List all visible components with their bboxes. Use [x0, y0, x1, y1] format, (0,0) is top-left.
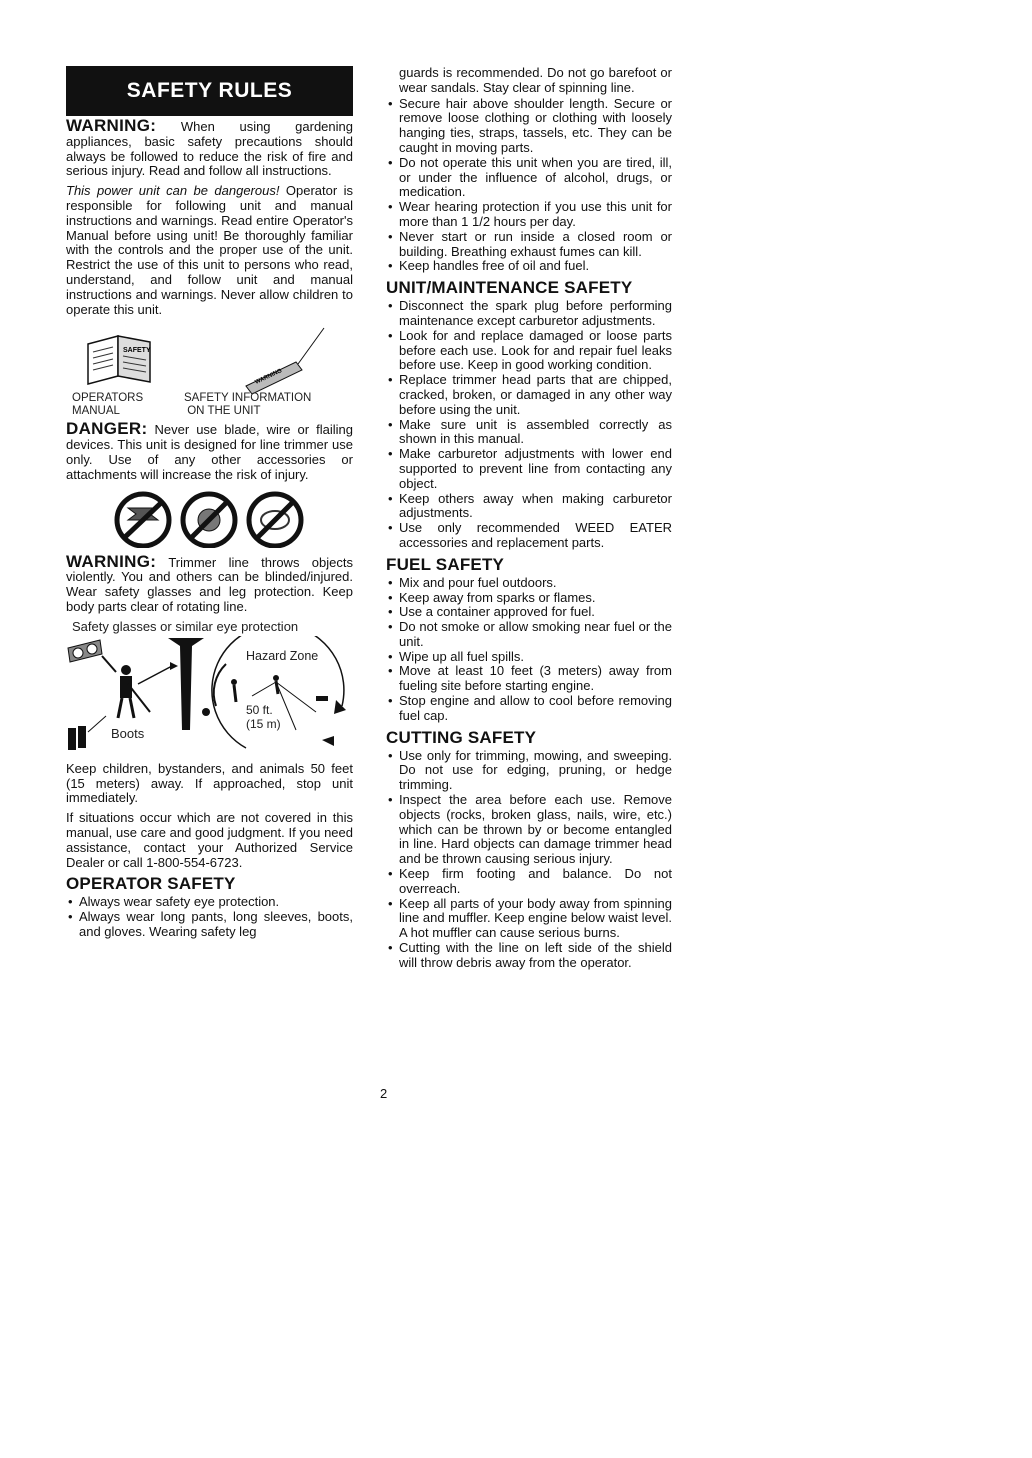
tree-icon [168, 638, 204, 730]
intro-warning [66, 116, 353, 179]
danger-paragraph [66, 419, 353, 482]
warning-decal-icon [246, 328, 324, 394]
list-item: • Always wear long pants, long sleeves, boots, and gloves. Wearing safety leg [66, 910, 353, 940]
cutting-safety-heading: CUTTING SAFETY [386, 727, 537, 747]
list-item: • Look for and replace damaged or loose parts before each use. Look for and repair fuel leaks before use. Keep in good working condition. [386, 329, 672, 373]
list-item: • Keep firm footing and balance. Do not overreach. [386, 867, 672, 897]
warning-label: WARNING: [66, 116, 157, 135]
cutting-safety-list [386, 749, 672, 971]
prohibited-devices-illustration [66, 488, 353, 548]
boots-icon [68, 716, 106, 750]
right-column [386, 66, 672, 971]
list-item: • Replace trimmer head parts that are chipped, cracked, broken, or damaged in any other way before using the unit. [386, 373, 672, 417]
fuel-safety-heading: FUEL SAFETY [386, 554, 505, 574]
warning-line-paragraph [66, 551, 353, 615]
unit-safety-list [386, 299, 672, 551]
hazard-zone-label: Hazard Zone [246, 648, 319, 663]
decal-label: WARNING [254, 368, 284, 387]
list-item: • Cutting with the line on left side of the shield will throw debris away from the operator. [386, 941, 672, 971]
manual-caption: OPERATORS MANUAL [72, 392, 144, 418]
list-item: • Keep away from sparks or flames. [386, 591, 672, 606]
warning-line-text: Trimmer line throws objects violently. You and others can be blinded/injured. Wear safety glasses and leg protection. Keep body parts clear of rotating line. [66, 554, 353, 614]
dangerous-italic: This power unit can be dangerous! [66, 183, 280, 199]
book-label: SAFETY [123, 347, 151, 355]
distance-m: (15 m) [246, 716, 281, 731]
list-item: • Never start or run inside a closed room or building. Breathing exhaust fumes can kill. [386, 230, 672, 260]
list-item: • Always wear safety eye protection. [66, 895, 353, 910]
fuel-safety-list [386, 576, 672, 724]
list-item: • Inspect the area before each use. Remove objects (rocks, broken glass, nails, wire, etc.) which can be thrown by or become entangled in line. Hard objects can damage trimmer head and be thrown causing serious injury. [386, 793, 672, 867]
list-item: • Keep handles free of oil and fuel. [386, 259, 672, 274]
warning-label-2: WARNING: [66, 551, 157, 571]
list-item: • Move at least 10 feet (3 meters) away from fueling site before starting engine. [386, 664, 672, 694]
operators-manual-book-icon [88, 336, 151, 384]
operator-safety-list-continued [386, 97, 672, 275]
no-blade-icon [117, 494, 169, 546]
list-item: • Use only for trimming, mowing, and sweeping. Do not use for edging, pruning, or hedge trimming. [386, 749, 672, 793]
no-wire-icon [183, 494, 235, 546]
warning-text: When using gardening appliances, basic safety precautions should always be followed to reduce the risk of fire and serious injury. Read and follow all instructions. [66, 119, 353, 179]
keep-children-paragraph: Keep children, bystanders, and animals 50 feet (15 meters) away. If approached, stop unit immediately. [66, 760, 353, 806]
list-item: • Keep others away when making carburetor adjustments. [386, 492, 672, 522]
list-item: • Do not operate this unit when you are tired, ill, or under the influence of alcohol, drugs, or medication. [386, 156, 672, 200]
intro-paragraph [66, 184, 353, 317]
no-flail-icon [249, 494, 301, 546]
list-item: • Disconnect the spark plug before performing maintenance except carburetor adjustments. [386, 299, 672, 329]
intro-paragraph-text: Operator is responsible for following unit and manual instructions and warnings. Read entire Operator's Manual before using unit! Be thoroughly familiar with the controls and the proper use of the unit. Restrict the use of this unit to persons who read, understand, and follow unit and manual instructions and warnings. Never allow children to operate this unit. [66, 183, 353, 317]
list-item: • Make carburetor adjustments with lower end supported to prevent line from contacting any object. [386, 447, 672, 491]
list-item: • Secure hair above shoulder length. Secure or remove loose clothing or clothing with loosely hanging ties, straps, tassels, etc. They can be caught in moving parts. [386, 97, 672, 156]
list-item: • Mix and pour fuel outdoors. [386, 576, 672, 591]
left-column [66, 66, 353, 940]
page-title: SAFETY RULES [66, 66, 353, 116]
danger-text: Never use blade, wire or flailing devices. This unit is designed for line trimmer use only. Use of any other accessories or attachments will increase the risk of injury. [66, 422, 353, 482]
distance-ft: 50 ft. [246, 702, 273, 717]
hazard-zone-figure [66, 620, 353, 762]
operator-safety-list [66, 895, 353, 939]
situations-paragraph: If situations occur which are not covered in this manual, use care and good judgment. If you need assistance, contact your Authorized Service Dealer or call 1-800-554-6723. [66, 810, 353, 870]
list-item: • Keep all parts of your body away from spinning line and muffler. Keep engine below waist level. A hot muffler can cause serious burns. [386, 897, 672, 941]
list-item: • Stop engine and allow to cool before removing fuel cap. [386, 694, 672, 724]
page-number: 2 [380, 1086, 388, 1101]
danger-label: DANGER: [66, 419, 148, 439]
list-item: • Use only recommended WEED EATER accessories and replacement parts. [386, 521, 672, 551]
glasses-caption: Safety glasses or similar eye protection [72, 618, 299, 634]
operator-figure-icon [118, 662, 178, 718]
list-item: • Do not smoke or allow smoking near fuel or the unit. [386, 620, 672, 650]
unit-safety-heading: UNIT/MAINTENANCE SAFETY [386, 278, 633, 298]
list-item: • Wear hearing protection if you use this unit for more than 1 1/2 hours per day. [386, 200, 672, 230]
manual-decal-illustration [66, 326, 353, 396]
operator-safety-continuation: guards is recommended. Do not go barefoot or wear sandals. Stay clear of spinning line. [399, 65, 672, 95]
manual-and-decal-figure [66, 322, 353, 422]
safety-glasses-icon [68, 640, 116, 672]
operator-safety-heading: OPERATOR SAFETY [66, 874, 236, 894]
list-item: • Use a container approved for fuel. [386, 605, 672, 620]
boots-label: Boots [111, 725, 145, 741]
list-item: • Make sure unit is assembled correctly as shown in this manual. [386, 418, 672, 448]
list-item: • Wipe up all fuel spills. [386, 650, 672, 665]
decal-caption: SAFETY INFORMATION ON THE UNIT [184, 392, 312, 418]
